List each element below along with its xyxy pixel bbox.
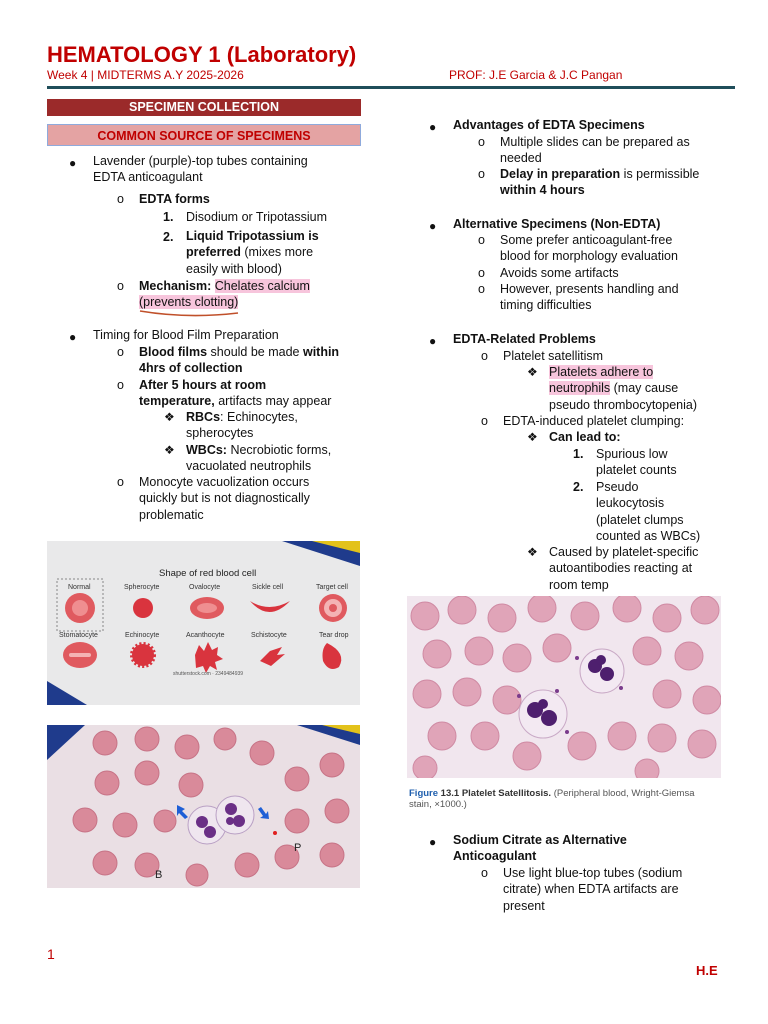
lavender-tube-text: Lavender (purple)-top tubes containing EDTA anticoagulant [93, 154, 308, 185]
bullet-icon: ● [429, 835, 437, 849]
after-5-hours-text: After 5 hours at room temperature, artifacts may appear [139, 378, 332, 409]
number-1: 1. [163, 210, 174, 224]
shape-label-normal: Normal [68, 584, 91, 591]
diamond-bullet-icon: ❖ [527, 365, 538, 379]
circle-bullet-icon: o [481, 349, 488, 363]
diamond-bullet-icon: ❖ [164, 410, 175, 424]
shape-label-target: Target cell [316, 584, 348, 591]
edta-problems-heading: EDTA-Related Problems [453, 332, 596, 346]
alt-item-2: Avoids some artifacts [500, 266, 619, 280]
number-1: 1. [573, 447, 584, 461]
wbc-text: WBCs: Necrobiotic forms, vacuolated neutrophils [186, 443, 332, 474]
label-p: P [294, 842, 302, 854]
shape-label-stomatocyte: Stomatocyte [59, 632, 98, 639]
number-2: 2. [163, 230, 174, 244]
prof-names: PROF: J.E Garcia & J.C Pangan [449, 68, 623, 82]
adv-item-1: Multiple slides can be prepared as needed [500, 135, 690, 166]
circle-bullet-icon: o [117, 192, 124, 206]
lead-item-2: Pseudo leukocytosis (platelet clumps counted as WBCs) [596, 480, 701, 543]
author-initials: H.E [696, 963, 718, 978]
form-2-text: Liquid Tripotassium is preferred (mixes more easily with blood) [186, 229, 319, 276]
caused-by-text: Caused by platelet-specific autoantibodies reacting at room temp [549, 545, 699, 592]
alt-item-3: However, presents handling and timing difficulties [500, 282, 679, 313]
advantages-heading: Advantages of EDTA Specimens [453, 118, 645, 132]
week-subtitle: Week 4 | MIDTERMS A.Y 2025-2026 [47, 68, 244, 82]
label-b: B [155, 869, 163, 881]
circle-bullet-icon: o [478, 266, 485, 280]
section-title: SPECIMEN COLLECTION [47, 99, 361, 116]
shape-label-sickle: Sickle cell [252, 584, 284, 591]
diamond-bullet-icon: ❖ [164, 443, 175, 457]
satellitism-detail: Platelets adhere to neutrophils (may cause pseudo thrombocytopenia) [549, 365, 698, 412]
number-2: 2. [573, 480, 584, 494]
platelet-satellitosis-photo [407, 596, 721, 814]
circle-bullet-icon: o [481, 866, 488, 880]
mechanism-text: Mechanism: Chelates calcium (prevents clotting) [139, 279, 310, 310]
figure-caption: Figure 13.1 Platelet Satellitosis. (Peripheral blood, Wright-Giemsa stain, ×1000.) [409, 788, 695, 810]
circle-bullet-icon: o [481, 414, 488, 428]
header-divider [47, 86, 735, 89]
shape-label-acanthocyte: Acanthocyte [186, 632, 225, 639]
clumping-text: EDTA-induced platelet clumping: [503, 414, 685, 428]
circle-bullet-icon: o [478, 167, 485, 181]
form-1-text: Disodium or Tripotassium [186, 210, 328, 224]
edta-forms-label: EDTA forms [139, 192, 210, 206]
rbc-text: RBCs: Echinocytes, spherocytes [186, 410, 298, 441]
shape-label-echinocyte: Echinocyte [125, 632, 160, 639]
shape-label-ovalocyte: Ovalocyte [189, 584, 221, 591]
underline-annotation [138, 307, 244, 319]
page-title: HEMATOLOGY 1 (Laboratory) [47, 42, 357, 67]
circle-bullet-icon: o [117, 475, 124, 489]
bullet-icon: ● [69, 330, 77, 344]
circle-bullet-icon: o [117, 378, 124, 392]
bullet-icon: ● [429, 120, 437, 134]
adv-item-2: Delay in preparation is permissible within 4 hours [500, 167, 700, 198]
lead-to-label: Can lead to: [549, 430, 621, 444]
sodium-citrate-heading: Sodium Citrate as Alternative Anticoagulant [453, 833, 627, 864]
bullet-icon: ● [69, 156, 77, 170]
section-subtitle: COMMON SOURCE OF SPECIMENS [47, 124, 361, 146]
alt-item-1: Some prefer anticoagulant-free blood for morphology evaluation [500, 233, 678, 264]
page-number: 1 [47, 946, 55, 962]
bullet-icon: ● [429, 334, 437, 348]
blood-smear-photo [47, 725, 360, 888]
circle-bullet-icon: o [478, 135, 485, 149]
bullet-icon: ● [429, 219, 437, 233]
circle-bullet-icon: o [478, 282, 485, 296]
monocyte-text: Monocyte vacuolization occurs quickly but is not diagnostically problematic [139, 475, 310, 522]
diamond-bullet-icon: ❖ [527, 545, 538, 559]
figure-watermark: shutterstock.com · 2349484939 [173, 671, 244, 677]
alternative-heading: Alternative Specimens (Non-EDTA) [453, 217, 661, 231]
circle-bullet-icon: o [117, 279, 124, 293]
citrate-item: Use light blue-top tubes (sodium citrate) when EDTA artifacts are present [503, 866, 683, 913]
rbc-shapes-figure [47, 541, 360, 705]
shape-label-spherocyte: Spherocyte [124, 584, 160, 591]
circle-bullet-icon: o [117, 345, 124, 359]
diamond-bullet-icon: ❖ [527, 430, 538, 444]
shape-label-schistocyte: Schistocyte [251, 632, 287, 639]
shape-label-teardrop: Tear drop [319, 632, 349, 639]
timing-text: Timing for Blood Film Preparation [93, 328, 279, 342]
lead-item-1: Spurious low platelet counts [596, 447, 677, 478]
satellitism-text: Platelet satellitism [503, 349, 604, 363]
circle-bullet-icon: o [478, 233, 485, 247]
blood-films-text: Blood films should be made within 4hrs of collection [139, 345, 340, 376]
rbc-figure-title: Shape of red blood cell [159, 568, 257, 579]
